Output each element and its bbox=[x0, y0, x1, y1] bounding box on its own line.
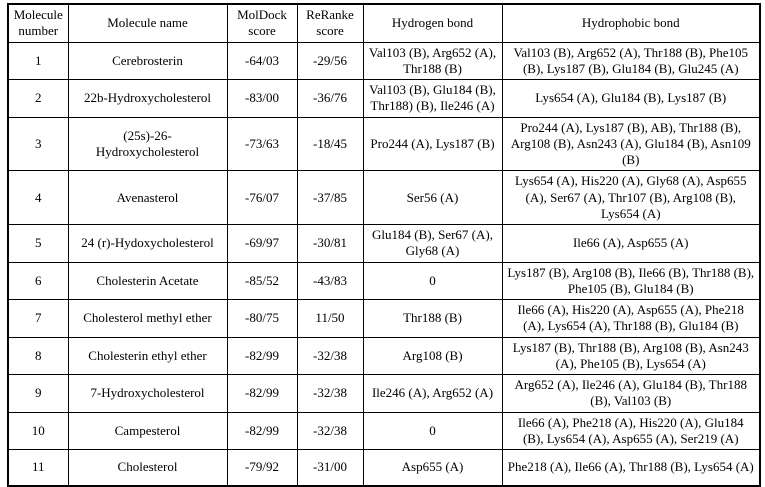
docking-results-table bbox=[7, 3, 761, 487]
cell-hydrophobic-bond: Ile66 (A), His220 (A), Asp655 (A), Phe218 (A), Lys654 (A), Thr188 (B), Glu184 (B) bbox=[502, 300, 760, 338]
cell-molecule-number: 5 bbox=[8, 225, 68, 263]
table-row bbox=[8, 80, 760, 118]
header-hydrogen-bond: Hydrogen bond bbox=[363, 4, 502, 42]
cell-hydrophobic-bond: Lys654 (A), His220 (A), Gly68 (A), Asp655 (A), Ser67 (A), Thr107 (B), Arg108 (B), Lys654 (A) bbox=[502, 171, 760, 225]
cell-molecule-number: 1 bbox=[8, 42, 68, 80]
cell-moldock-score: -73/63 bbox=[227, 117, 297, 171]
cell-moldock-score: -69/97 bbox=[227, 225, 297, 263]
cell-hydrophobic-bond: Ile66 (A), Asp655 (A) bbox=[502, 225, 760, 263]
cell-reranke-score: -18/45 bbox=[297, 117, 363, 171]
cell-hydrogen-bond: Arg108 (B) bbox=[363, 337, 502, 375]
cell-molecule-number: 8 bbox=[8, 337, 68, 375]
cell-moldock-score: -79/92 bbox=[227, 450, 297, 486]
cell-molecule-number: 9 bbox=[8, 375, 68, 413]
cell-reranke-score: 11/50 bbox=[297, 300, 363, 338]
cell-reranke-score: -32/38 bbox=[297, 337, 363, 375]
cell-hydrogen-bond: Glu184 (B), Ser67 (A), Gly68 (A) bbox=[363, 225, 502, 263]
cell-hydrogen-bond: Val103 (B), Glu184 (B), Thr188) (B), Ile246 (A) bbox=[363, 80, 502, 118]
table-body bbox=[8, 42, 760, 486]
cell-molecule-name: Campesterol bbox=[68, 412, 227, 450]
cell-reranke-score: -31/00 bbox=[297, 450, 363, 486]
cell-molecule-number: 11 bbox=[8, 450, 68, 486]
cell-molecule-number: 3 bbox=[8, 117, 68, 171]
table-row bbox=[8, 337, 760, 375]
cell-molecule-name: 7-Hydroxycholesterol bbox=[68, 375, 227, 413]
table-row bbox=[8, 375, 760, 413]
cell-hydrophobic-bond: Lys654 (A), Glu184 (B), Lys187 (B) bbox=[502, 80, 760, 118]
table-row bbox=[8, 262, 760, 300]
table-row bbox=[8, 450, 760, 486]
cell-molecule-name: (25s)-26-Hydroxycholesterol bbox=[68, 117, 227, 171]
cell-molecule-name: Cerebrosterin bbox=[68, 42, 227, 80]
cell-molecule-name: Cholesterol bbox=[68, 450, 227, 486]
cell-hydrophobic-bond: Arg652 (A), Ile246 (A), Glu184 (B), Thr188 (B), Val103 (B) bbox=[502, 375, 760, 413]
cell-hydrophobic-bond: Pro244 (A), Lys187 (B), AB), Thr188 (B), Arg108 (B), Asn243 (A), Glu184 (B), Asn109 (B) bbox=[502, 117, 760, 171]
cell-moldock-score: -82/99 bbox=[227, 375, 297, 413]
cell-moldock-score: -76/07 bbox=[227, 171, 297, 225]
table-row bbox=[8, 225, 760, 263]
cell-moldock-score: -85/52 bbox=[227, 262, 297, 300]
cell-hydrophobic-bond: Lys187 (B), Arg108 (B), Ile66 (B), Thr188 (B), Phe105 (B), Glu184 (B) bbox=[502, 262, 760, 300]
cell-hydrogen-bond: Asp655 (A) bbox=[363, 450, 502, 486]
cell-molecule-number: 10 bbox=[8, 412, 68, 450]
table-row bbox=[8, 171, 760, 225]
cell-hydrophobic-bond: Val103 (B), Arg652 (A), Thr188 (B), Phe105 (B), Lys187 (B), Glu184 (B), Glu245 (A) bbox=[502, 42, 760, 80]
cell-molecule-name: 22b-Hydroxycholesterol bbox=[68, 80, 227, 118]
table-row bbox=[8, 42, 760, 80]
cell-moldock-score: -82/99 bbox=[227, 412, 297, 450]
header-molecule-name: Molecule name bbox=[68, 4, 227, 42]
cell-hydrogen-bond: Thr188 (B) bbox=[363, 300, 502, 338]
cell-moldock-score: -80/75 bbox=[227, 300, 297, 338]
cell-molecule-name: 24 (r)-Hydoxycholesterol bbox=[68, 225, 227, 263]
cell-reranke-score: -32/38 bbox=[297, 375, 363, 413]
cell-hydrophobic-bond: Phe218 (A), Ile66 (A), Thr188 (B), Lys654 (A) bbox=[502, 450, 760, 486]
header-molecule-number: Molecule number bbox=[8, 4, 68, 42]
cell-reranke-score: -29/56 bbox=[297, 42, 363, 80]
cell-molecule-name: Cholesterin ethyl ether bbox=[68, 337, 227, 375]
cell-moldock-score: -82/99 bbox=[227, 337, 297, 375]
table-row bbox=[8, 117, 760, 171]
cell-molecule-name: Avenasterol bbox=[68, 171, 227, 225]
cell-reranke-score: -30/81 bbox=[297, 225, 363, 263]
cell-molecule-number: 6 bbox=[8, 262, 68, 300]
header-reranke-score: ReRanke score bbox=[297, 4, 363, 42]
cell-reranke-score: -32/38 bbox=[297, 412, 363, 450]
cell-molecule-name: Cholesterol methyl ether bbox=[68, 300, 227, 338]
header-moldock-score: MolDock score bbox=[227, 4, 297, 42]
cell-hydrogen-bond: Ser56 (A) bbox=[363, 171, 502, 225]
cell-reranke-score: -36/76 bbox=[297, 80, 363, 118]
cell-hydrogen-bond: Ile246 (A), Arg652 (A) bbox=[363, 375, 502, 413]
cell-reranke-score: -37/85 bbox=[297, 171, 363, 225]
header-row bbox=[8, 4, 760, 42]
cell-hydrophobic-bond: Lys187 (B), Thr188 (B), Arg108 (B), Asn243 (A), Phe105 (B), Lys654 (A) bbox=[502, 337, 760, 375]
cell-molecule-name: Cholesterin Acetate bbox=[68, 262, 227, 300]
cell-hydrophobic-bond: Ile66 (A), Phe218 (A), His220 (A), Glu184 (B), Lys654 (A), Asp655 (A), Ser219 (A) bbox=[502, 412, 760, 450]
cell-reranke-score: -43/83 bbox=[297, 262, 363, 300]
cell-hydrogen-bond: Val103 (B), Arg652 (A), Thr188 (B) bbox=[363, 42, 502, 80]
cell-moldock-score: -64/03 bbox=[227, 42, 297, 80]
cell-hydrogen-bond: Pro244 (A), Lys187 (B) bbox=[363, 117, 502, 171]
cell-molecule-number: 2 bbox=[8, 80, 68, 118]
cell-hydrogen-bond: 0 bbox=[363, 262, 502, 300]
cell-moldock-score: -83/00 bbox=[227, 80, 297, 118]
cell-molecule-number: 7 bbox=[8, 300, 68, 338]
table-row bbox=[8, 300, 760, 338]
cell-molecule-number: 4 bbox=[8, 171, 68, 225]
header-hydrophobic-bond: Hydrophobic bond bbox=[502, 4, 760, 42]
table-row bbox=[8, 412, 760, 450]
cell-hydrogen-bond: 0 bbox=[363, 412, 502, 450]
